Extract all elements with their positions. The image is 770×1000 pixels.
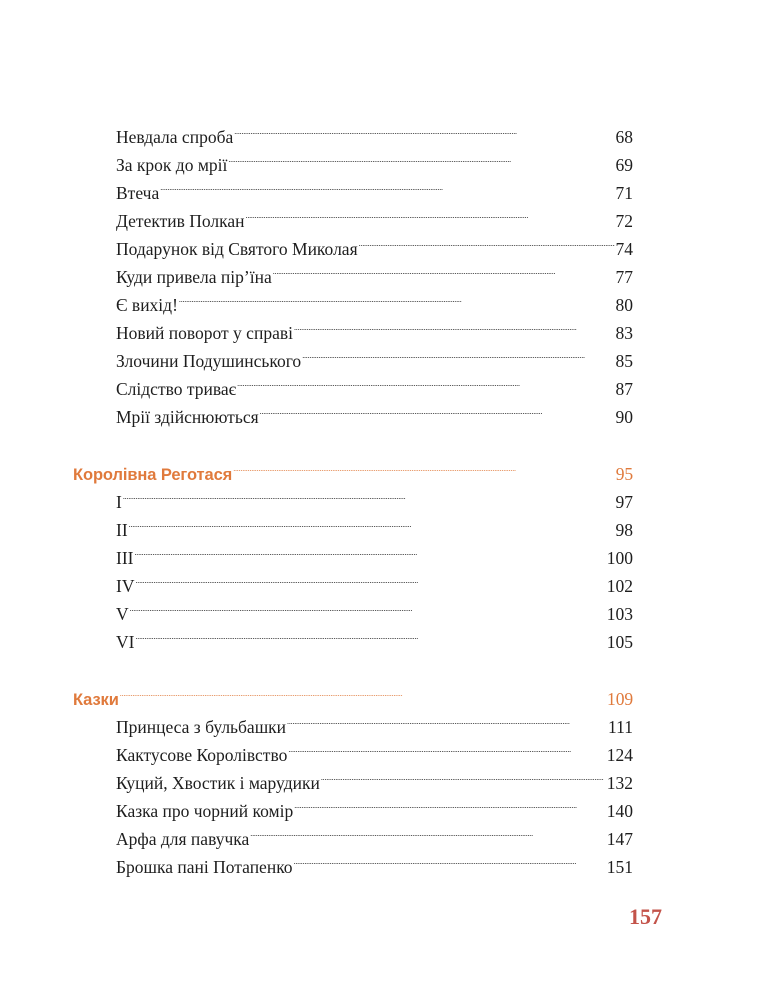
toc-entry-page: 87 (615, 379, 633, 399)
dot-leader (237, 367, 614, 395)
dot-leader (302, 339, 614, 367)
toc-entry-title: Детектив Полкан (116, 211, 245, 231)
toc-entry-title: I (116, 492, 122, 512)
toc-entry[interactable] (116, 255, 633, 287)
toc-entry-title: Куций, Хвостик і марудики (116, 773, 320, 793)
toc-entry-title: Новий поворот у справі (116, 323, 293, 343)
toc-entry-title: VI (116, 632, 135, 652)
toc-entry-page: 105 (606, 632, 633, 652)
toc-entry-title: Куди привела пір’їна (116, 267, 272, 287)
dot-leader (287, 705, 607, 733)
dot-leader (246, 199, 615, 227)
toc-entry[interactable] (116, 705, 633, 737)
toc-entry-title: III (116, 548, 134, 568)
toc-entry[interactable] (116, 199, 633, 231)
toc-entry[interactable] (116, 564, 633, 596)
dot-leader (273, 255, 615, 283)
toc-entry[interactable] (116, 227, 633, 259)
toc-entry-page: 71 (615, 183, 633, 203)
dot-leader (130, 592, 606, 620)
toc-section-title: Казки (73, 691, 119, 709)
toc-entry-title: V (116, 604, 129, 624)
toc-entry-page: 102 (606, 576, 633, 596)
toc-entry-title: Слідство триває (116, 379, 237, 399)
toc-entry-page: 77 (615, 267, 633, 287)
toc-entry-page: 97 (615, 492, 633, 512)
dot-leader (123, 480, 615, 508)
dot-leader (234, 115, 614, 143)
toc-entry[interactable] (116, 367, 633, 399)
toc-entry[interactable] (116, 143, 633, 175)
toc-entry-page: 80 (615, 295, 633, 315)
toc-entry-page: 98 (615, 520, 633, 540)
toc-entry-title: Мрії здійснюються (116, 407, 259, 427)
toc-entry-page: 132 (606, 773, 633, 793)
toc-entry-page: 85 (615, 351, 633, 371)
toc-entry-title: II (116, 520, 128, 540)
dot-leader (294, 789, 606, 817)
toc-entry-title: За крок до мрії (116, 155, 228, 175)
toc-entry[interactable] (116, 817, 633, 849)
dot-leader (160, 171, 614, 199)
dot-leader (359, 227, 615, 255)
dot-leader (250, 817, 605, 845)
toc-entry[interactable] (116, 845, 633, 877)
toc-entry[interactable] (116, 789, 633, 821)
toc-entry[interactable] (116, 620, 633, 652)
dot-leader (120, 677, 606, 705)
toc-entry[interactable] (116, 283, 633, 315)
toc-entry[interactable] (116, 395, 633, 427)
toc-entry-title: IV (116, 576, 135, 596)
dot-leader (135, 564, 605, 592)
toc-section-title: Королівна Реготася (73, 466, 233, 484)
toc-section-heading[interactable] (73, 452, 633, 484)
toc-entry-title: Казка про чорний комір (116, 801, 294, 821)
toc-entry-page: 69 (615, 155, 633, 175)
toc-entry[interactable] (116, 536, 633, 568)
toc-entry[interactable] (116, 592, 633, 624)
toc-entry-page: 140 (606, 801, 633, 821)
dot-leader (260, 395, 615, 423)
toc-section-page: 109 (607, 689, 633, 709)
dot-leader (179, 283, 615, 311)
toc-entry[interactable] (116, 115, 633, 147)
dot-leader (294, 845, 606, 873)
toc-entry-title: Арфа для павучка (116, 829, 250, 849)
toc-entry-page: 147 (606, 829, 633, 849)
dot-leader (233, 452, 614, 480)
toc-entry-title: Брошка пані Потапенко (116, 857, 293, 877)
dot-leader (228, 143, 614, 171)
dot-leader (321, 761, 606, 789)
toc-entry-title: Втеча (116, 183, 160, 203)
dot-leader (288, 733, 605, 761)
toc-entry-title: Злочини Подушинського (116, 351, 302, 371)
toc-entry-title: Подарунок від Святого Миколая (116, 239, 358, 259)
toc-entry[interactable] (116, 761, 633, 793)
toc-entry[interactable] (116, 733, 633, 765)
dot-leader (134, 536, 605, 564)
toc-entry-page: 151 (606, 857, 633, 877)
toc-entry[interactable] (116, 339, 633, 371)
dot-leader (135, 620, 605, 648)
toc-section-page: 95 (615, 464, 633, 484)
toc-section-heading[interactable] (73, 677, 633, 709)
dot-leader (294, 311, 615, 339)
toc-entry-page: 100 (606, 548, 633, 568)
toc-entry-page: 111 (608, 717, 633, 737)
toc-entry-title: Невдала спроба (116, 127, 234, 147)
toc-entry-title: Кактусове Королівство (116, 745, 288, 765)
toc-entry-page: 90 (615, 407, 633, 427)
toc-entry-page: 83 (615, 323, 633, 343)
toc-entry[interactable] (116, 508, 633, 540)
toc-entry-page: 103 (606, 604, 633, 624)
dot-leader (129, 508, 615, 536)
toc-entry-page: 72 (615, 211, 633, 231)
toc-entry[interactable] (116, 311, 633, 343)
toc-entry-title: Принцеса з бульбашки (116, 717, 287, 737)
toc-entry[interactable] (116, 171, 633, 203)
toc-entry[interactable] (116, 480, 633, 512)
toc-entry-page: 68 (615, 127, 633, 147)
toc-entry-page: 124 (606, 745, 633, 765)
toc-entry-title: Є вихід! (116, 295, 178, 315)
page-number: 157 (629, 904, 662, 929)
toc-entry-page: 74 (615, 239, 633, 259)
